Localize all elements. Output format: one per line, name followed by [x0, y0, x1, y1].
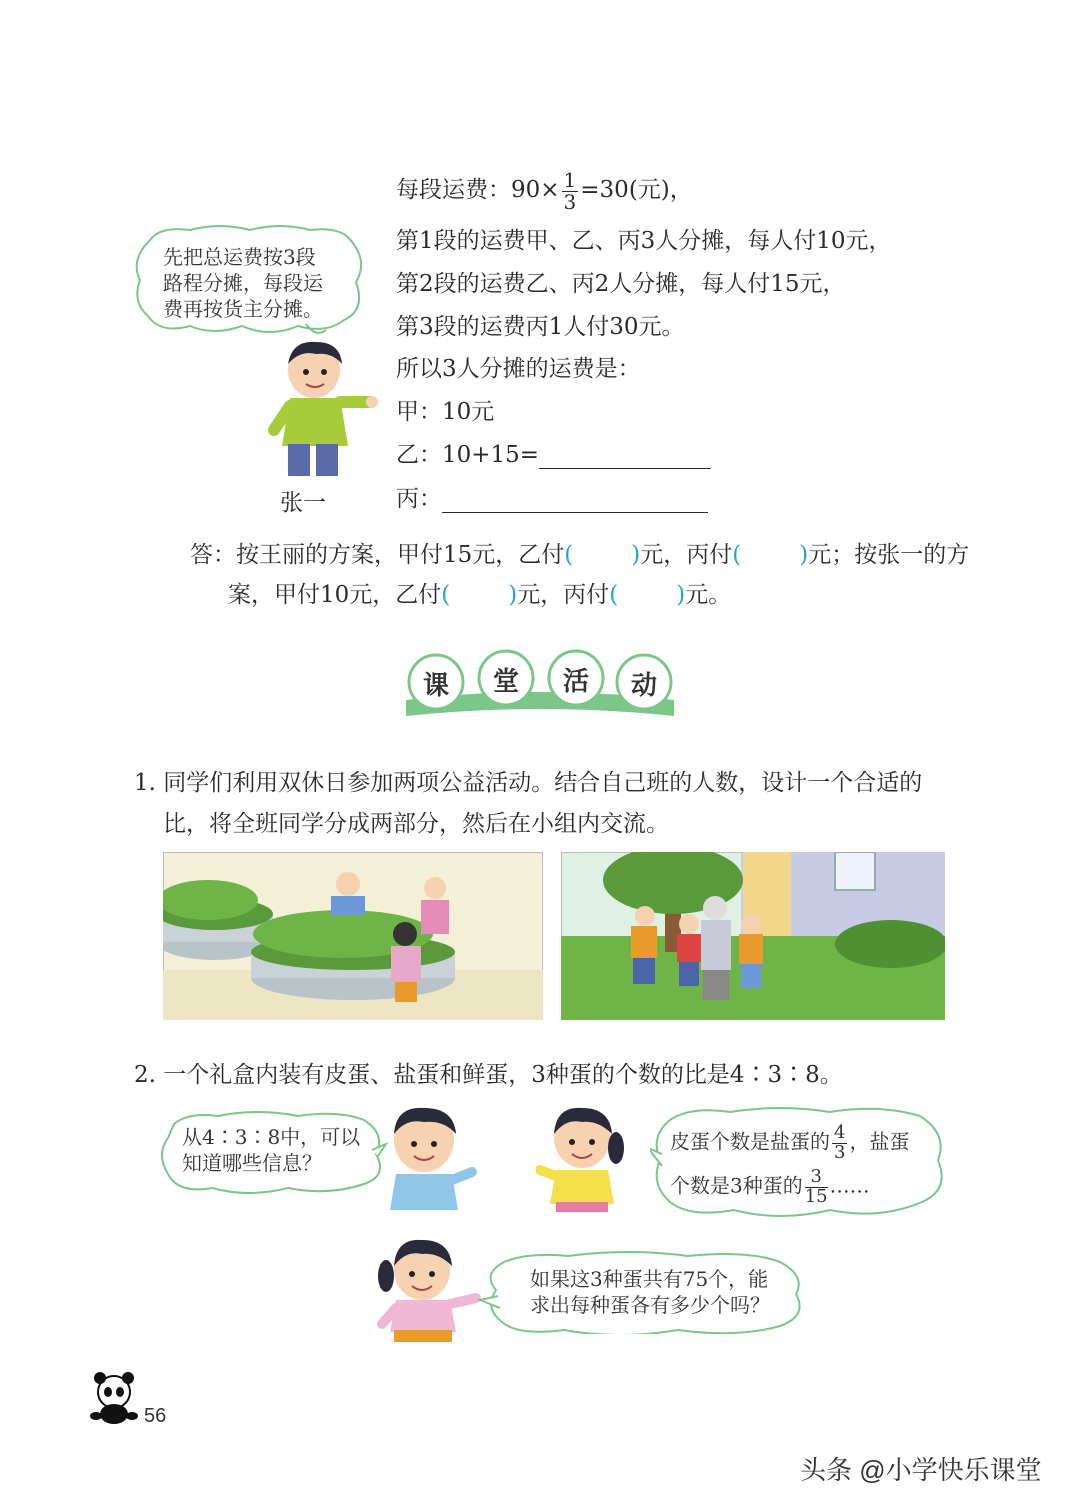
segment-fee-line [396, 170, 693, 212]
gardening-illustration [163, 852, 543, 1020]
activity-char-3: 活 [562, 667, 589, 697]
right-bubble-line1 [670, 1124, 909, 1162]
girl-illustration [536, 1104, 626, 1214]
zhangyi-bubble-line2: 路程分摊，每段运 [163, 271, 323, 295]
answer-text-1a: 答：按王丽的方案，甲付15元，乙付 [190, 542, 565, 568]
paren-close: ) [676, 582, 686, 608]
solution-jia: 甲：10元 [396, 399, 495, 425]
answer-text-1c: 元；按张一的方 [808, 542, 970, 568]
fraction-numerator: 3 [805, 1168, 828, 1188]
paren-close: ) [508, 582, 518, 608]
right-bubble-text-1a: 皮蛋个数是盐蛋的 [670, 1129, 830, 1154]
right-bubble-text-2a: 个数是3种蛋的 [670, 1173, 803, 1198]
boy-zhangyi-illustration [262, 336, 382, 484]
solution-bing-line [396, 480, 708, 513]
answer-text-2c: 元。 [685, 582, 732, 608]
bottom-bubble-line1: 如果这3种蛋共有75个，能 [530, 1267, 769, 1291]
answer-text-2b: 元，丙付 [517, 582, 610, 608]
panda-icon [88, 1372, 140, 1426]
boy-illustration [380, 1104, 480, 1212]
segment-fee-suffix: =30(元)， [580, 177, 693, 203]
fraction-one-third [562, 170, 579, 212]
right-bubble-text-2b: …… [829, 1173, 870, 1198]
right-bubble-line2 [670, 1168, 870, 1206]
solution-yi-line [396, 436, 711, 469]
fraction-three-fifteenths [805, 1168, 828, 1206]
zhangyi-bubble-line3: 费再按货主分摊。 [163, 297, 323, 321]
solution-line-2: 第2段的运费乙、丙2人分摊，每人付15元， [396, 271, 846, 297]
park-help-illustration [561, 852, 945, 1020]
paren-close: ) [631, 542, 641, 568]
solution-bing: 丙： [396, 486, 442, 512]
left-bubble-line2: 知道哪些信息？ [182, 1151, 322, 1175]
segment-fee-prefix: 每段运费：90× [396, 177, 560, 203]
answer-line-1 [190, 536, 969, 569]
right-bubble-text-1b: ，盐蛋 [849, 1129, 910, 1154]
activity-char-4: 动 [630, 671, 657, 701]
solution-line-1: 第1段的运费甲、乙、丙3人分摊，每人付10元， [396, 228, 892, 254]
solution-line-4: 所以3人分摊的运费是： [396, 356, 641, 382]
paren-open: ( [732, 542, 742, 568]
bottom-bubble-line2: 求出每种蛋各有多少个吗？ [530, 1293, 770, 1317]
fraction-numerator: 4 [834, 1122, 846, 1143]
solution-yi: 乙：10+15= [396, 442, 540, 468]
fraction-denominator: 3 [563, 190, 577, 214]
bing-answer-blank[interactable] [442, 490, 708, 513]
solution-line-3: 第3段的运费丙1人付30元。 [396, 314, 685, 340]
yi-answer-blank[interactable] [539, 446, 711, 469]
page-number: 56 [144, 1405, 167, 1427]
q1-line-2: 比，将全班同学分成两部分，然后在小组内交流。 [163, 811, 669, 837]
answer-text-2a: 案，甲付10元，乙付 [228, 582, 442, 608]
activity-char-1: 课 [422, 671, 449, 701]
fraction-denominator: 15 [804, 1186, 828, 1207]
q2-text: 2. 一个礼盒内装有皮蛋、盐蛋和鲜蛋，3种蛋的个数的比是4∶3∶8。 [134, 1062, 843, 1088]
answer-text-1b: 元，丙付 [640, 542, 733, 568]
activity-char-2: 堂 [492, 667, 519, 697]
left-bubble-line1: 从4∶3∶8中，可以 [182, 1125, 361, 1149]
zhangyi-name: 张一 [280, 490, 326, 516]
paren-open: ( [441, 582, 451, 608]
paren-open: ( [564, 542, 574, 568]
girl-pink-illustration [372, 1236, 492, 1348]
fraction-denominator: 3 [834, 1142, 846, 1163]
paren-open: ( [609, 582, 619, 608]
fraction-four-thirds [832, 1124, 847, 1162]
answer-line-2 [228, 576, 731, 609]
paren-close: ) [799, 542, 809, 568]
zhangyi-bubble-line1: 先把总运费按3段 [163, 245, 316, 269]
q1-line-1: 1. 同学们利用双休日参加两项公益活动。结合自己班的人数，设计一个合适的 [134, 770, 923, 796]
fraction-numerator: 1 [563, 168, 577, 192]
watermark: 头条 @小学快乐课堂 [800, 1455, 1042, 1485]
